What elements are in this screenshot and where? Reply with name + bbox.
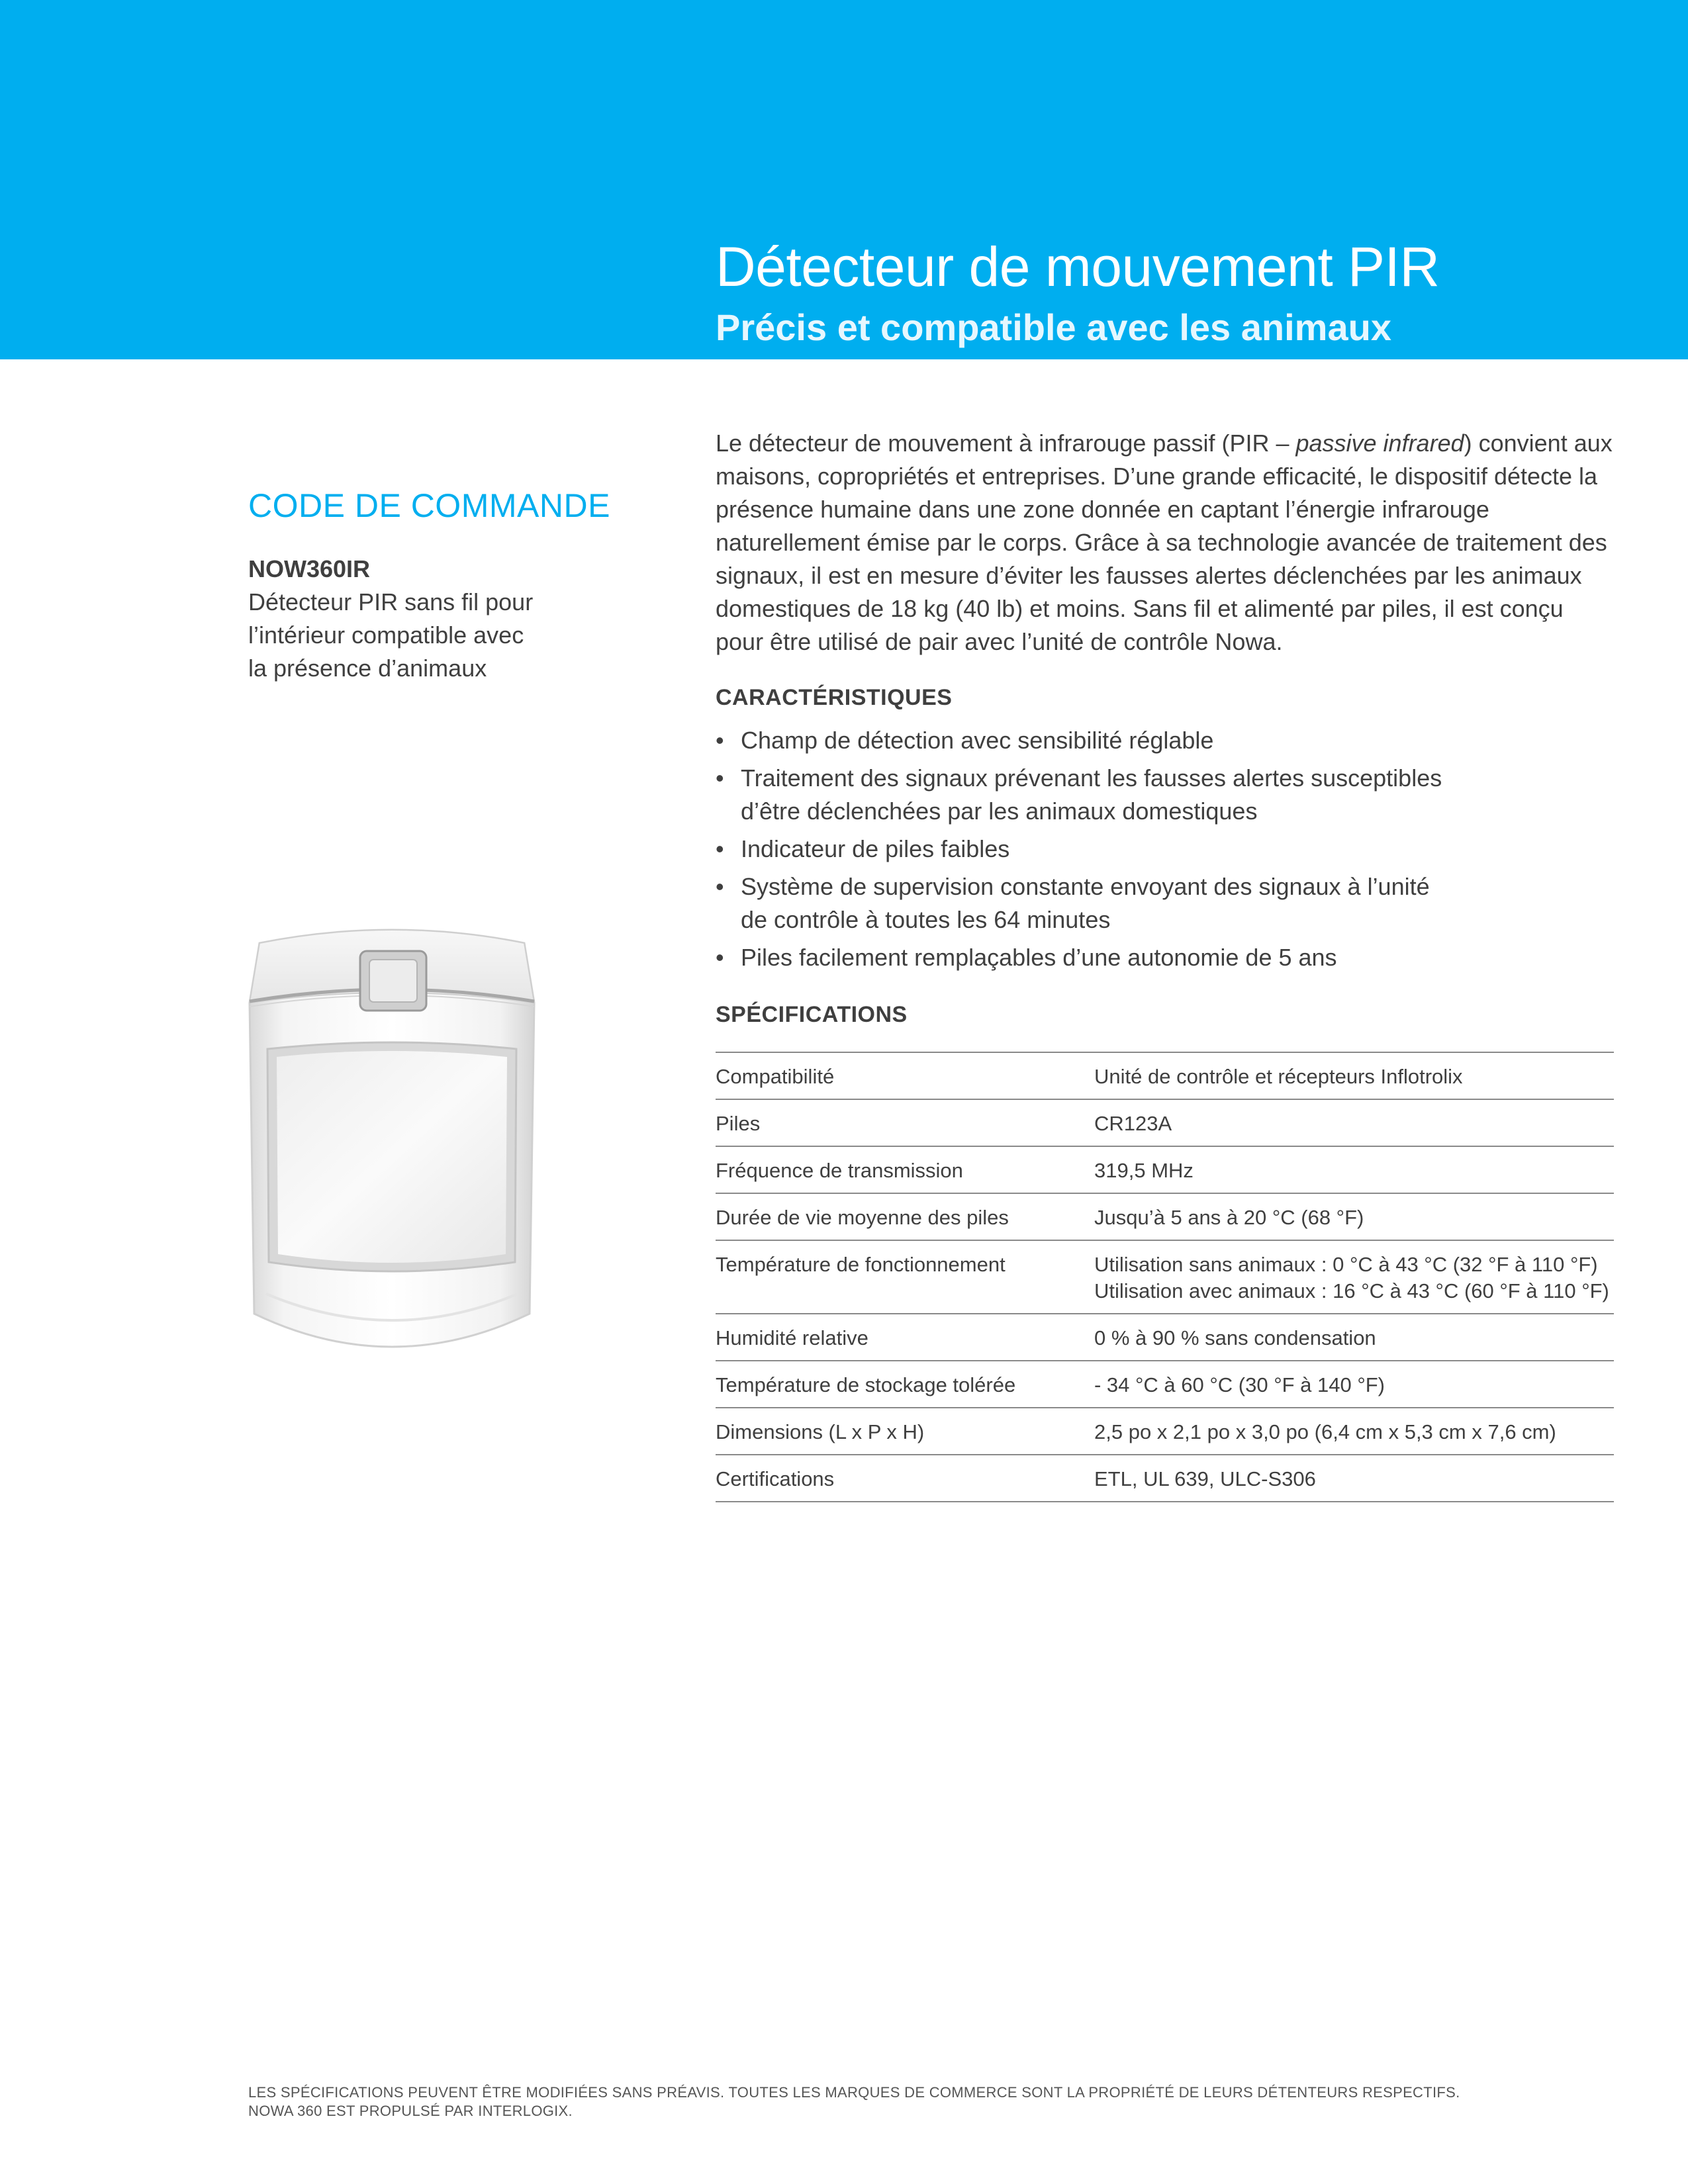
spec-value (1094, 1240, 1614, 1314)
intro-text: ) convient aux maisons, copropriétés et entreprises. D’une grande efficacité, le dispositif détecte la présence humaine dans une zone donnée en captant l’énergie infrarouge naturellement émise par le corps. Grâce à sa technologie avancée de traitement des signaux, il est en mesure d’éviter les fausses alertes déclenchées par les animaux domestiques de 18 kg (40 lb) et moins. Sans fil et alimenté par piles, il est conçu pour être utilisé de pair avec l’unité de contrôle Nowa. (716, 430, 1613, 655)
specs-title: SPÉCIFICATIONS (716, 1002, 908, 1027)
spec-label: Compatibilité (716, 1065, 835, 1088)
feature-item (716, 870, 1616, 936)
order-code-section (248, 486, 619, 685)
table-row (716, 1455, 1614, 1502)
features-title: CARACTÉRISTIQUES (716, 685, 953, 710)
bullet-icon: • (716, 835, 724, 862)
bullet-icon: • (716, 764, 724, 792)
feature-text: Traitement des signaux prévenant les fausses alertes susceptibles d’être déclenchées par les animaux domestiques (741, 764, 1442, 825)
main-content (716, 427, 1616, 1502)
order-description-line: la présence d’animaux (248, 655, 487, 682)
footer-disclaimer (248, 2083, 1460, 2120)
table-row (716, 1361, 1614, 1408)
spec-value: 0 % à 90 % sans condensation (1094, 1326, 1376, 1349)
footer-line: LES SPÉCIFICATIONS PEUVENT ÊTRE MODIFIÉES SANS PRÉAVIS. TOUTES LES MARQUES DE COMMERCE SONT LA PROPRIÉTÉ DE LEURS DÉTENTEURS RESPECTIFS. (248, 2084, 1460, 2101)
table-row (716, 1314, 1614, 1361)
table-row (716, 1193, 1614, 1240)
bullet-icon: • (716, 727, 724, 754)
pir-detector-image (246, 923, 538, 1368)
spec-value: CR123A (1094, 1112, 1172, 1135)
spec-value-line: Utilisation sans animaux : 0 °C à 43 °C (32 °F à 110 °F) (1094, 1253, 1598, 1276)
page-title: Détecteur de mouvement PIR (716, 236, 1440, 298)
spec-label: Dimensions (L x P x H) (716, 1420, 925, 1443)
spec-label: Certifications (716, 1467, 835, 1490)
features-list (716, 724, 1616, 974)
footer-line: NOWA 360 EST PROPULSÉ PAR INTERLOGIX. (248, 2103, 573, 2119)
spec-value: 2,5 po x 2,1 po x 3,0 po (6,4 cm x 5,3 cm x 7,6 cm) (1094, 1420, 1556, 1443)
feature-text: Champ de détection avec sensibilité réglable (741, 727, 1214, 754)
feature-item (716, 724, 1616, 757)
bullet-icon: • (716, 873, 724, 900)
order-code-heading: CODE DE COMMANDE (248, 487, 610, 524)
order-description (248, 586, 619, 685)
spec-label: Piles (716, 1112, 761, 1135)
table-row (716, 1240, 1614, 1314)
table-row (716, 1408, 1614, 1455)
spec-label: Humidité relative (716, 1326, 868, 1349)
spec-value-line: Utilisation avec animaux : 16 °C à 43 °C (60 °F à 110 °F) (1094, 1279, 1609, 1302)
order-description-line: l’intérieur compatible avec (248, 621, 524, 649)
spec-value: 319,5 MHz (1094, 1159, 1194, 1182)
led-window (360, 951, 426, 1011)
feature-item (716, 762, 1616, 828)
spec-value: - 34 °C à 60 °C (30 °F à 140 °F) (1094, 1373, 1385, 1396)
specs-table (716, 1052, 1614, 1502)
feature-text: Piles facilement remplaçables d’une autonomie de 5 ans (741, 944, 1337, 971)
pir-lens (267, 1042, 516, 1271)
order-code: NOW360IR (248, 555, 371, 582)
table-row (716, 1099, 1614, 1146)
bullet-icon: • (716, 944, 724, 971)
intro-italic-text: passive infrared (1295, 430, 1464, 457)
spec-value: Unité de contrôle et récepteurs Inflotrolix (1094, 1065, 1463, 1088)
spec-label: Température de fonctionnement (716, 1253, 1006, 1276)
spec-label: Durée de vie moyenne des piles (716, 1206, 1009, 1229)
table-row (716, 1052, 1614, 1099)
spec-value: Jusqu’à 5 ans à 20 °C (68 °F) (1094, 1206, 1364, 1229)
spec-label: Fréquence de transmission (716, 1159, 963, 1182)
spec-value: ETL, UL 639, ULC-S306 (1094, 1467, 1316, 1490)
table-row (716, 1146, 1614, 1193)
feature-text: Système de supervision constante envoyant des signaux à l’unité de contrôle à toutes les 64 minutes (741, 873, 1430, 933)
order-description-line: Détecteur PIR sans fil pour (248, 588, 534, 615)
spec-label: Température de stockage tolérée (716, 1373, 1016, 1396)
intro-text: Le détecteur de mouvement à infrarouge passif (PIR – (716, 430, 1296, 457)
feature-item (716, 833, 1616, 866)
feature-item (716, 941, 1616, 974)
intro-paragraph (716, 427, 1616, 659)
feature-text: Indicateur de piles faibles (741, 835, 1010, 862)
page-subtitle: Précis et compatible avec les animaux (716, 306, 1391, 348)
